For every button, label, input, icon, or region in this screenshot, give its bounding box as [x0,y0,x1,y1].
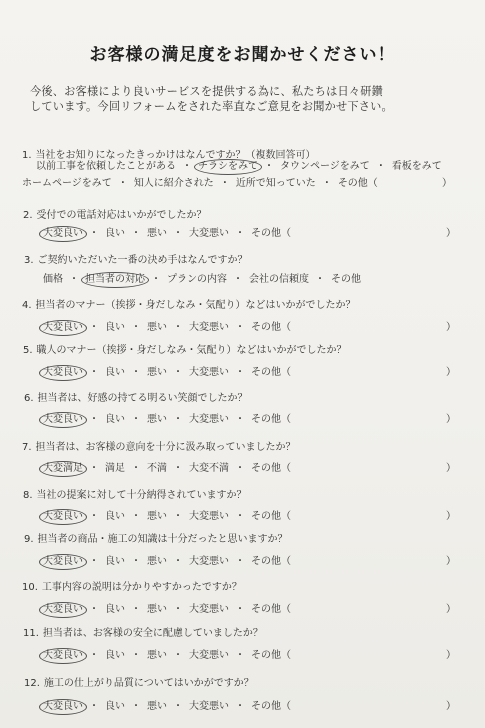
options-row [43,270,361,286]
options-row [43,552,291,568]
separator: ・ [233,274,243,285]
question-text: 施工の仕上がり品質についてはいかがですか？ [43,678,254,689]
separator: ・ [131,322,141,333]
options-row [43,363,291,379]
question-8 [23,486,247,501]
separator: ・ [89,414,99,425]
question-2 [23,206,207,221]
answer-option[interactable]: その他（ [251,701,291,712]
close-paren: ） [446,650,456,661]
separator: ・ [89,556,99,567]
separator: ・ [264,161,274,172]
answer-option[interactable]: 大変満足 [39,461,87,477]
separator: ・ [375,161,386,172]
separator: ・ [89,650,99,661]
answer-option[interactable]: ホームページをみて [22,178,112,189]
answer-option[interactable]: その他（ [251,511,291,522]
answer-option[interactable]: 大変悪い [189,367,229,378]
answer-option[interactable]: 担当者の対応 [81,272,149,288]
separator: ・ [89,322,99,333]
separator: ・ [131,228,141,239]
answer-option[interactable]: 大変良い [39,412,87,428]
close-paren: ） [446,414,456,425]
separator: ・ [131,650,141,661]
separator: ・ [173,650,183,661]
close-paren: ） [446,463,456,474]
answer-option[interactable]: 大変良い [39,365,87,381]
options-row [43,410,291,426]
options-row [43,507,291,523]
separator: ・ [235,556,245,567]
options-row [43,224,291,240]
separator: ・ [89,367,99,378]
options-row [22,174,378,189]
answer-option[interactable]: その他（ [251,463,291,474]
answer-option[interactable]: プランの内容 [167,274,227,285]
separator: ・ [173,463,183,474]
answer-option[interactable]: その他（ [337,178,378,189]
close-paren: ） [446,322,456,333]
answer-option[interactable]: 満足 [105,463,125,474]
answer-option[interactable]: 以前工事を依頼したことがある [36,161,176,172]
answer-option[interactable]: 知人に紹介された [133,178,214,189]
question-text: 担当者の商品・施工の知識は十分だったと思いますか？ [37,534,288,545]
question-text: 工事内容の説明は分かりやすかったですか？ [41,582,242,593]
options-row [43,600,291,616]
question-number: 9. [24,534,34,545]
separator: ・ [235,701,245,712]
question-text: 担当者のマナー（挨拶・身だしなみ・気配り）などはいかがでしたか？ [35,300,356,311]
separator: ・ [89,701,99,712]
answer-option[interactable]: 看板をみて [391,161,442,172]
separator: ・ [131,414,141,425]
question-text: 担当者は、お客様の安全に配慮していましたか？ [42,628,263,639]
separator: ・ [182,161,192,172]
separator: ・ [173,511,183,522]
separator: ・ [173,228,183,239]
answer-option[interactable]: 近所で知っていた [235,178,316,189]
close-paren: ） [446,367,456,378]
close-paren: ） [446,556,456,567]
options-row [43,459,291,475]
close-paren: ） [446,604,456,615]
answer-option[interactable]: 大変良い [39,320,87,336]
question-6 [24,389,248,404]
answer-option[interactable]: 大変良い [39,648,87,664]
answer-option[interactable]: 悪い [147,650,167,661]
answer-option[interactable]: 悪い [147,604,167,615]
answer-option[interactable]: 悪い [147,556,167,567]
answer-option[interactable]: その他（ [251,414,291,425]
separator: ・ [173,604,183,615]
question-number: 3. [24,255,34,266]
answer-option[interactable]: 悪い [147,414,167,425]
question-number: 11. [23,628,39,639]
answer-option[interactable]: 良い [105,701,125,712]
answer-option[interactable]: 不満 [147,463,167,474]
separator: ・ [235,367,245,378]
options-row [36,157,442,173]
question-7 [22,438,296,453]
page-title: お客様の満足度をお聞かせください！ [89,45,396,65]
question-3 [24,251,248,266]
answer-option[interactable]: 大変不満 [189,463,229,474]
separator: ・ [235,650,245,661]
question-10 [22,578,242,593]
question-text: 担当者は、お客様の意向を十分に汲み取っていましたか？ [35,442,296,453]
answer-option[interactable]: 大変悪い [189,414,229,425]
answer-option[interactable]: その他（ [251,650,291,661]
answer-option[interactable]: その他（ [251,556,291,567]
separator: ・ [173,556,183,567]
separator: ・ [131,367,141,378]
question-9 [24,530,288,545]
answer-option[interactable]: 大変良い [39,554,87,570]
question-text: ご契約いただいた一番の決め手はなんですか？ [37,255,248,266]
answer-option[interactable]: 会社の信頼度 [249,274,309,285]
separator: ・ [89,604,99,615]
answer-option[interactable]: その他（ [251,322,291,333]
answer-option[interactable]: 大変悪い [189,511,229,522]
separator: ・ [173,414,183,425]
separator: ・ [315,274,325,285]
answer-option[interactable]: 良い [105,228,125,239]
answer-option[interactable]: 大変良い [39,226,87,242]
question-text: 受付での電話対応はいかがでしたか？ [36,210,207,221]
close-paren: ） [442,178,452,189]
answer-option[interactable]: 大変良い [39,509,87,525]
separator: ・ [235,228,245,239]
answer-option[interactable]: 良い [105,650,125,661]
separator: ・ [117,178,128,189]
answer-option[interactable]: 大変悪い [189,556,229,567]
answer-option[interactable]: その他（ [251,604,291,615]
question-number: 7. [22,442,32,453]
question-number: 4. [22,300,32,311]
separator: ・ [131,556,141,567]
answer-option[interactable]: 大変悪い [189,604,229,615]
answer-option[interactable]: その他 [331,274,361,285]
answer-option[interactable]: 悪い [147,322,167,333]
close-paren: ） [446,701,456,712]
answer-option[interactable]: 悪い [147,511,167,522]
options-row [43,646,291,662]
separator: ・ [89,463,99,474]
answer-option[interactable]: 価格 [43,274,63,285]
answer-option[interactable]: その他（ [251,367,291,378]
answer-option[interactable]: チラシをみて [194,159,262,175]
close-paren: ） [446,228,456,239]
answer-option[interactable]: 良い [105,511,125,522]
close-paren: ） [446,511,456,522]
answer-option[interactable]: 良い [105,556,125,567]
answer-option[interactable]: その他（ [251,228,291,239]
question-5 [23,341,347,356]
question-4 [22,296,356,311]
separator: ・ [321,178,332,189]
question-text: 職人のマナー（挨拶・身だしなみ・気配り）などはいかがでしたか？ [36,345,347,356]
separator: ・ [131,604,141,615]
options-row [43,318,291,334]
answer-option[interactable]: 大変良い [39,699,87,715]
separator: ・ [235,604,245,615]
question-text: 担当者は、好感の持てる明るい笑顔でしたか？ [37,393,248,404]
answer-option[interactable]: 大変悪い [189,701,229,712]
separator: ・ [89,511,99,522]
question-number: 6. [24,393,34,404]
separator: ・ [235,463,245,474]
separator: ・ [131,701,141,712]
question-number: 10. [22,582,38,593]
question-text: 当社の提案に対して十分納得されていますか？ [36,490,247,501]
intro-line-1: 今後、お客様により良いサービスを提供する為に、私たちは日々研鑽 [30,85,384,98]
answer-option[interactable]: 悪い [147,701,167,712]
answer-option[interactable]: 大変悪い [189,228,229,239]
question-number: 5. [23,345,33,356]
answer-option[interactable]: タウンページをみて [280,161,370,172]
separator: ・ [131,463,141,474]
question-number: 12. [24,678,40,689]
separator: ・ [69,274,79,285]
question-text: 当社をお知りになったきっかけはなんですか？（複数回答可） [35,150,316,161]
question-number: 2. [23,210,33,221]
answer-option[interactable]: 良い [105,322,125,333]
answer-option[interactable]: 良い [105,414,125,425]
question-11 [23,624,263,639]
answer-option[interactable]: 大変良い [39,602,87,618]
question-number: 1. [22,150,32,161]
question-12 [24,674,254,689]
separator: ・ [173,701,183,712]
separator: ・ [151,274,161,285]
answer-option[interactable]: 悪い [147,228,167,239]
answer-option[interactable]: 良い [105,604,125,615]
separator: ・ [235,322,245,333]
answer-option[interactable]: 悪い [147,367,167,378]
answer-option[interactable]: 大変悪い [189,650,229,661]
separator: ・ [173,367,183,378]
answer-option[interactable]: 良い [105,367,125,378]
question-number: 8. [23,490,33,501]
separator: ・ [235,511,245,522]
separator: ・ [173,322,183,333]
separator: ・ [89,228,99,239]
separator: ・ [131,511,141,522]
separator: ・ [235,414,245,425]
separator: ・ [219,178,230,189]
options-row [43,697,291,713]
answer-option[interactable]: 大変悪い [189,322,229,333]
intro-line-2: しています。今回リフォームをされた率直なご意見をお聞かせ下さい。 [30,100,393,113]
